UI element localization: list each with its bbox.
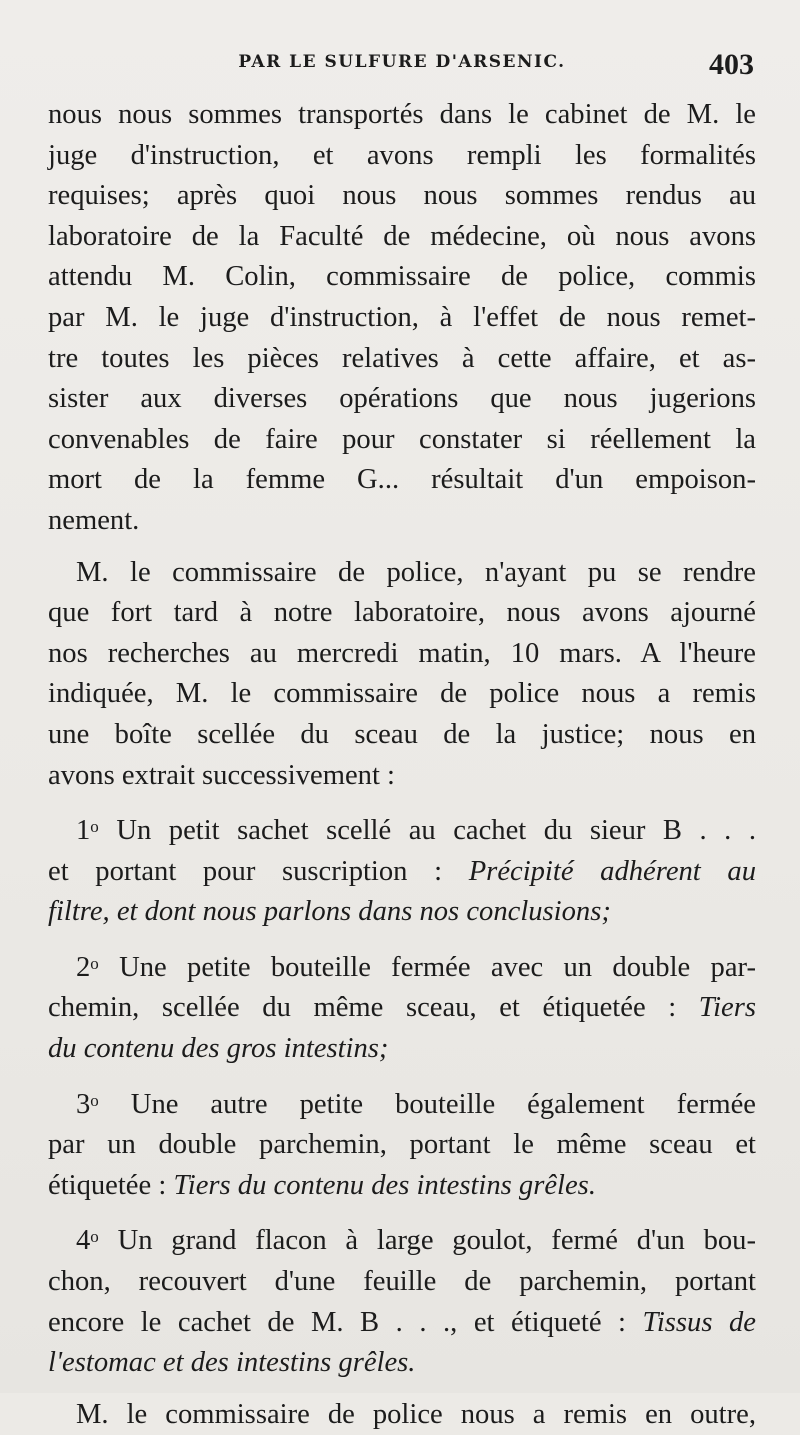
text-line (48, 807, 756, 852)
text-line: laboratoire de la Faculté de médecine, où nous avons (48, 220, 756, 252)
item-text: Un grand flacon à large goulot, fermé d'un bou- (117, 1225, 756, 1257)
item-text: Une petite bouteille fermée avec un double par- (119, 951, 756, 983)
degree-sign: o (90, 1227, 99, 1247)
degree-sign: o (90, 953, 99, 973)
text-line: mort de la femme G... résultait d'un empoison- (48, 464, 756, 496)
text-line: attendu M. Colin, commissaire de police, commis (48, 261, 756, 293)
text-line: avons extrait successivement : (48, 759, 395, 791)
text-line (48, 1166, 756, 1207)
text-line (48, 944, 756, 989)
text-line (48, 1217, 756, 1262)
item-number: 3 (76, 1088, 91, 1120)
italic-label: Tiers (698, 992, 756, 1024)
list-item-4 (48, 1217, 756, 1383)
text-line (48, 892, 756, 933)
text-line: requises; après quoi nous nous sommes rendus au (48, 180, 756, 212)
text-line (48, 1343, 756, 1384)
list-item-1 (48, 807, 756, 933)
text-line (48, 988, 756, 1029)
text-line: sister aux diverses opérations que nous jugerions (48, 383, 756, 415)
text-line: M. le commissaire de police nous a remis en outre, (76, 1398, 756, 1430)
italic-label: Précipité adhérent au (468, 855, 756, 887)
item-number: 1 (76, 815, 91, 847)
italic-label: du contenu des gros intestins; (48, 1033, 389, 1065)
text-line: M. le commissaire de police, n'ayant pu se rendre (76, 556, 756, 588)
item-text: Une autre petite bouteille également fermée (130, 1088, 756, 1120)
item-text: Un petit sachet scellé au cachet du sieur B . . . (116, 815, 757, 847)
text-line: nement. (48, 504, 140, 536)
paragraph-commissaire (48, 553, 756, 797)
item-text: chemin, scellée du même sceau, et étiquetée : (48, 992, 699, 1024)
list-item-3 (48, 1081, 756, 1207)
text-line: indiquée, M. le commissaire de police nous a remis (48, 678, 756, 710)
paragraph-continuation (48, 95, 756, 542)
running-title: PAR LE SULFURE D'ARSENIC. (238, 52, 566, 72)
item-number: 2 (76, 951, 91, 983)
text-line: par un double parchemin, portant le même sceau et (48, 1129, 756, 1161)
text-line: tre toutes les pièces relatives à cette affaire, et as- (48, 342, 756, 374)
italic-label: filtre, et dont nous parlons dans nos conclusions; (48, 896, 611, 928)
degree-sign: o (90, 1090, 99, 1110)
text-line (48, 1029, 756, 1070)
text-line (48, 1303, 756, 1344)
degree-sign: o (90, 817, 99, 837)
page-number: 403 (709, 48, 754, 81)
italic-label: l'estomac et des intestins grêles. (48, 1347, 416, 1379)
italic-label: Tiers du contenu des intestins grêles. (173, 1169, 596, 1201)
paragraph-final (48, 1395, 756, 1435)
text-line: nous nous sommes transportés dans le cabinet de M. le (48, 99, 756, 130)
text-line: juge d'instruction, et avons rempli les formalités (48, 139, 756, 171)
italic-label: Tissus de (642, 1306, 756, 1338)
list-item-2 (48, 944, 756, 1070)
item-number: 4 (76, 1225, 91, 1257)
item-text: étiquetée : (48, 1169, 174, 1201)
text-line: chon, recouvert d'une feuille de parchemin, portant (48, 1266, 756, 1298)
text-line: par M. le juge d'instruction, à l'effet de nous remet- (48, 301, 756, 333)
body-text (48, 95, 756, 1435)
text-line: une boîte scellée du sceau de la justice; nous en (48, 718, 756, 750)
running-head (48, 48, 756, 88)
text-line: convenables de faire pour constater si réellement la (48, 423, 756, 455)
text-line: que fort tard à notre laboratoire, nous avons ajourné (48, 597, 756, 629)
text-line (48, 1081, 756, 1126)
item-text: encore le cachet de M. B . . ., et étiqueté : (48, 1306, 643, 1338)
item-text: et portant pour suscription : (48, 855, 469, 887)
text-line (48, 852, 756, 893)
text-line: nos recherches au mercredi matin, 10 mars. A l'heure (48, 637, 756, 669)
